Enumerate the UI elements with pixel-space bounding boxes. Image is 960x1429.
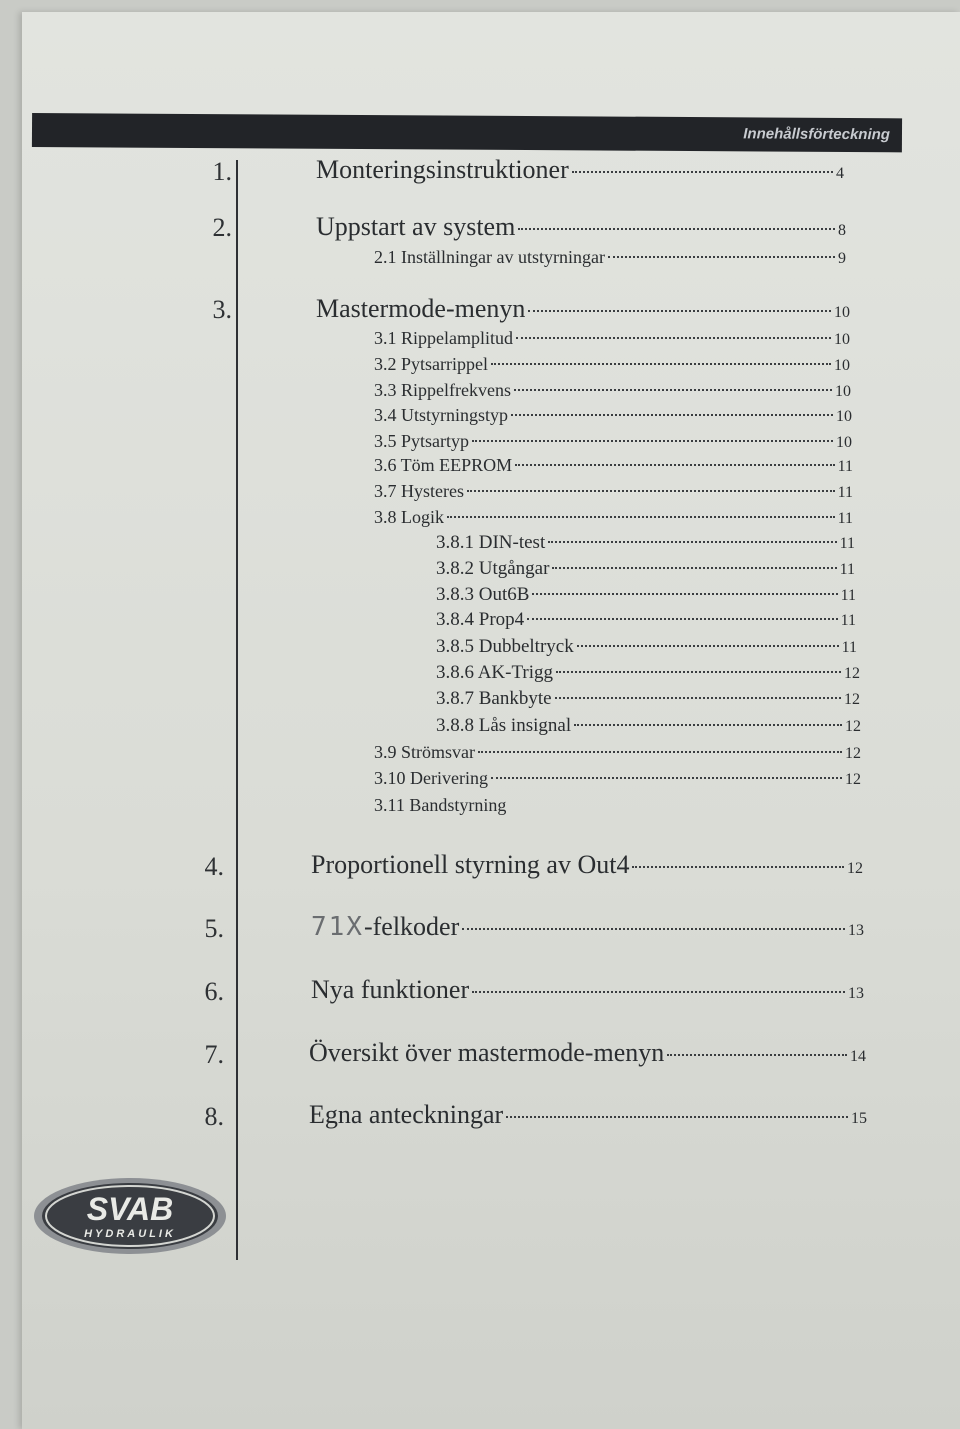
leader-dots (632, 866, 844, 868)
toc-entry-title: 3.8.2 Utgångar (436, 558, 550, 579)
leader-dots (478, 751, 842, 753)
toc-entry-1 (316, 155, 844, 185)
logo-subtitle: HYDRAULIK (84, 1228, 176, 1240)
leader-dots (515, 464, 834, 466)
toc-entry-page: 11 (841, 639, 857, 656)
toc-entry-title: 3.8.7 Bankbyte (436, 688, 552, 709)
section-number-4: 4. (204, 852, 224, 881)
toc-entry-page: 13 (848, 922, 864, 939)
toc-entry-title: Proportionell styrning av Out4 (311, 850, 630, 879)
toc-entry-5 (311, 912, 864, 942)
toc-entry-page: 9 (838, 250, 846, 267)
header-bar (32, 113, 902, 152)
toc-entry-page: 12 (844, 691, 860, 708)
toc-entry-title: Mastermode-menyn (316, 294, 526, 323)
toc-entry-title: 2.1 Inställningar av utstyrningar (374, 247, 605, 267)
toc-entry-3-4 (374, 405, 852, 426)
section-number-7: 7. (204, 1040, 224, 1069)
toc-entry-code: 71X (311, 912, 364, 942)
toc-entry-title: 3.9 Strömsvar (374, 742, 475, 762)
toc-entry-3-8-8 (436, 715, 861, 737)
toc-entry-page: 12 (844, 665, 860, 682)
toc-entry-3-10 (374, 768, 861, 789)
toc-entry-page: 11 (839, 535, 855, 552)
toc-entry-page: 12 (847, 860, 863, 877)
toc-entry-title: 3.3 Rippelfrekvens (374, 380, 511, 400)
leader-dots (552, 567, 836, 569)
toc-entry-3-6 (374, 455, 853, 476)
toc-entry-title: 3.7 Hysteres (374, 481, 464, 501)
toc-entry-page: 13 (848, 985, 864, 1002)
leader-dots (467, 490, 835, 492)
toc-entry-title: Översikt över mastermode-menyn (309, 1038, 665, 1067)
leader-dots (506, 1116, 848, 1118)
leader-dots (528, 310, 831, 312)
toc-entry-page: 11 (837, 458, 853, 475)
toc-entry-3-7 (374, 481, 853, 502)
toc-entry-3-3 (374, 380, 851, 401)
toc-entry-title: 3.8.8 Lås insignal (436, 715, 572, 736)
toc-entry-page: 11 (837, 510, 853, 527)
leader-dots (516, 337, 831, 339)
toc-entry-title: Uppstart av system (316, 212, 516, 241)
toc-entry-title: Egna anteckningar (309, 1100, 504, 1129)
toc-entry-3-8 (374, 507, 853, 528)
leader-dots (472, 991, 845, 993)
column-divider (236, 160, 238, 1260)
leader-dots (556, 671, 841, 673)
leader-dots (577, 645, 839, 647)
leader-dots (514, 389, 832, 391)
leader-dots (462, 928, 845, 930)
toc-entry-3-5 (374, 431, 852, 452)
toc-entry-3-9 (374, 742, 861, 763)
toc-entry-page: 14 (850, 1048, 866, 1065)
toc-entry-page: 11 (840, 587, 856, 604)
leader-dots (518, 228, 835, 230)
section-number-8: 8. (204, 1102, 224, 1131)
leader-dots (548, 541, 836, 543)
toc-entry-page: 8 (838, 222, 846, 239)
leader-dots (472, 440, 833, 442)
toc-entry-4 (311, 850, 863, 880)
toc-entry-page: 10 (836, 408, 852, 425)
header-title: Innehållsförteckning (743, 125, 891, 144)
logo-name: SVAB (86, 1191, 174, 1227)
toc-entry-8 (309, 1100, 867, 1130)
toc-entry-title: 3.5 Pytsartyp (374, 431, 470, 451)
toc-entry-3-8-3 (436, 584, 856, 606)
leader-dots (555, 697, 841, 699)
svab-logo (32, 1176, 228, 1256)
leader-dots (491, 777, 842, 779)
toc-entry-title: 3.11 Bandstyrning (374, 795, 507, 815)
toc-entry-3-11 (374, 795, 506, 816)
section-number-1: 1. (212, 157, 232, 186)
toc-entry-3 (316, 294, 850, 324)
toc-entry-2 (316, 212, 846, 242)
toc-entry-page: 12 (845, 745, 861, 762)
toc-entry-title: 3.10 Derivering (374, 768, 488, 788)
toc-entry-title: 3.8.4 Prop4 (436, 609, 525, 630)
section-number-5: 5. (204, 914, 224, 943)
toc-entry-3-8-4 (436, 609, 856, 631)
toc-entry-title: 3.1 Rippelamplitud (374, 328, 513, 348)
toc-entry-page: 12 (845, 771, 861, 788)
toc-entry-title-group (311, 912, 459, 942)
toc-entry-3-8-1 (436, 532, 855, 554)
toc-entry-page: 10 (836, 434, 852, 451)
toc-entry-title: -felkoder (363, 912, 460, 941)
toc-entry-page: 11 (839, 561, 855, 578)
toc-entry-title: 3.8.5 Dubbeltryck (436, 636, 574, 657)
toc-entry-page: 4 (836, 165, 844, 182)
toc-entry-3-8-6 (436, 662, 860, 684)
toc-entry-page: 11 (840, 612, 856, 629)
leader-dots (491, 363, 831, 365)
toc-entry-3-8-2 (436, 558, 855, 580)
toc-entry-2-1 (374, 247, 846, 268)
section-number-3: 3. (212, 295, 232, 324)
toc-entry-page: 10 (834, 304, 850, 321)
section-number-6: 6. (204, 977, 224, 1006)
toc-entry-title: Monteringsinstruktioner (316, 155, 569, 184)
toc-entry-6 (311, 975, 864, 1005)
toc-entry-page: 11 (837, 484, 853, 501)
toc-entry-page: 10 (834, 357, 850, 374)
leader-dots (532, 593, 837, 595)
section-number-2: 2. (212, 213, 232, 242)
toc-entry-7 (309, 1038, 866, 1068)
toc-entry-page: 10 (834, 331, 850, 348)
toc-entry-page: 15 (851, 1110, 867, 1127)
toc-entry-page: 12 (845, 718, 861, 735)
toc-entry-3-2 (374, 354, 850, 375)
toc-entry-page: 10 (835, 383, 851, 400)
toc-entry-title: Nya funktioner (311, 975, 470, 1004)
toc-entry-3-1 (374, 328, 850, 349)
toc-entry-title: 3.4 Utstyrningstyp (374, 405, 509, 425)
leader-dots (447, 516, 835, 518)
leader-dots (572, 171, 833, 173)
toc-entry-3-8-5 (436, 636, 857, 658)
toc-entry-title: 3.8.6 AK-Trigg (436, 662, 554, 683)
toc-entry-title: 3.2 Pytsarrippel (374, 354, 488, 374)
toc-entry-3-8-7 (436, 688, 860, 710)
leader-dots (574, 724, 842, 726)
leader-dots (511, 414, 833, 416)
toc-entry-title: 3.8.3 Out6B (436, 584, 530, 605)
toc-entry-title: 3.8 Logik (374, 507, 444, 527)
toc-entry-title: 3.6 Töm EEPROM (374, 455, 513, 475)
toc-entry-title: 3.8.1 DIN-test (436, 532, 546, 553)
leader-dots (608, 256, 835, 258)
leader-dots (527, 618, 837, 620)
leader-dots (667, 1054, 847, 1056)
